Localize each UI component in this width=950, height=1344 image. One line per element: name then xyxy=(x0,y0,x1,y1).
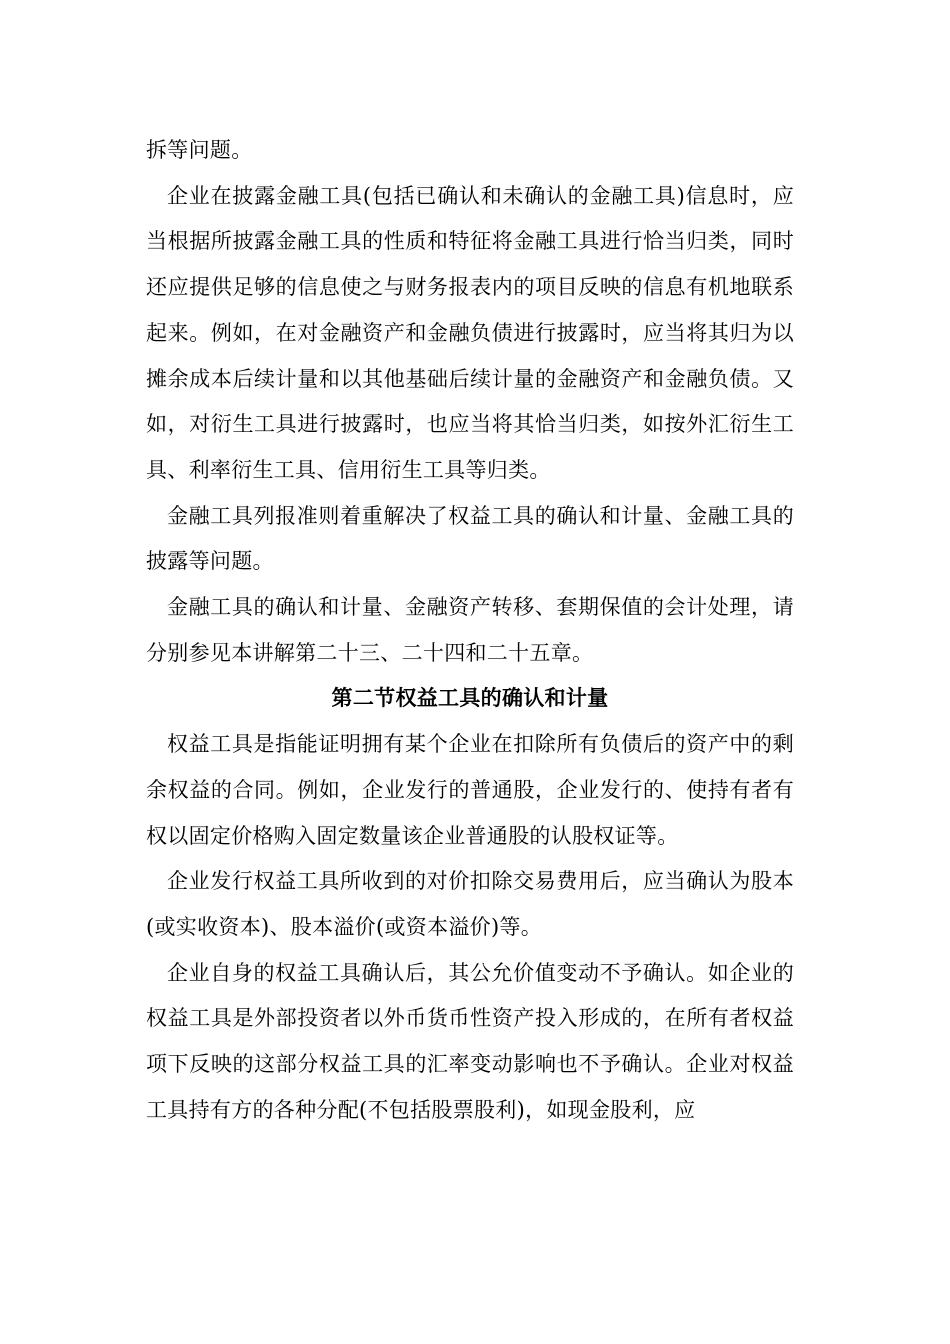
paragraph-cross-reference: 金融工具的确认和计量、金融资产转移、套期保值的会计处理，请分别参见本讲解第二十三、二十四和二十五章。 xyxy=(146,595,794,665)
paragraph-presentation-standard: 金融工具列报准则着重解决了权益工具的确认和计量、金融工具的披露等问题。 xyxy=(146,503,794,574)
document-body xyxy=(146,128,794,1133)
section-heading: 第二节权益工具的确认和计量 xyxy=(331,686,609,711)
paragraph-disclosure-classification: 企业在披露金融工具(包括已确认和未确认的金融工具)信息时，应当根据所披露金融工具的性质和特征将金融工具进行恰当归类，同时还应提供足够的信息使之与财务报表内的项目反映的信息有机地联系起来。例如，在对金融资产和金融负债进行披露时，应当将其归为以摊余成本后续计量和以其他基础后续计量的金融资产和金融负债。又如，对衍生工具进行披露时，也应当将其恰当归类，如按外汇衍生工具、利率衍生工具、信用衍生工具等归类。 xyxy=(146,183,794,482)
paragraph-continuation: 拆等问题。 xyxy=(146,138,253,162)
paragraph-equity-fair-value: 企业自身的权益工具确认后，其公允价值变动不予确认。如企业的权益工具是外部投资者以外币货币性资产投入形成的，在所有者权益项下反映的这部分权益工具的汇率变动影响也不予确认。企业对权益工具持有方的各种分配(不包括股票股利)，如现金股利，应 xyxy=(146,960,794,1122)
paragraph-equity-definition: 权益工具是指能证明拥有某个企业在扣除所有负债后的资产中的剩余权益的合同。例如，企业发行的普通股，企业发行的、使持有者有权以固定价格购入固定数量该企业普通股的认股权证等。 xyxy=(146,732,794,848)
paragraph-equity-issuance: 企业发行权益工具所收到的对价扣除交易费用后，应当确认为股本(或实收资本)、股本溢价(或资本溢价)等。 xyxy=(146,869,794,939)
